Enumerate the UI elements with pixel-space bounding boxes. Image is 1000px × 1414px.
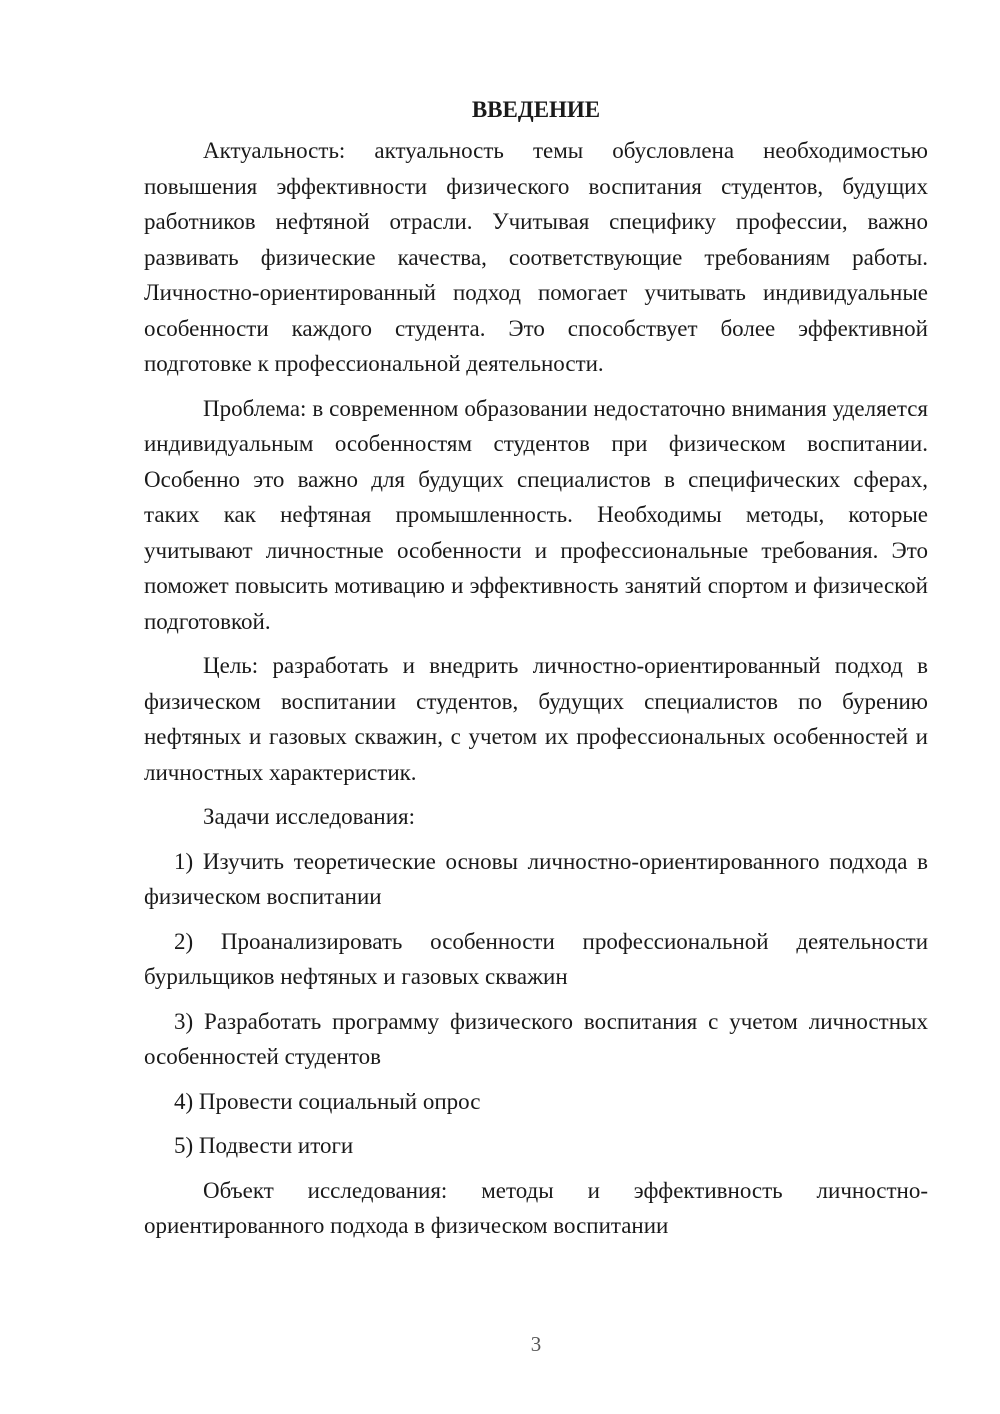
paragraph-relevance: Актуальность: актуальность темы обусловлена необходимостью повышения эффективности физического воспитания студентов, будущих работников нефтяной отрасли. Учитывая специфику профессии, важно развивать физические качества, соответствующие требованиям работы. Личностно-ориентированный подход помогает учитывать индивидуальные особенности каждого студента. Это способствует более эффективной подготовке к профессиональной деятельности. <box>144 138 928 376</box>
task-item-4: 4) Провести социальный опрос <box>174 1088 481 1114</box>
page-content <box>144 92 928 1253</box>
paragraph-goal: Цель: разработать и внедрить личностно-ориентированный подход в физическом воспитании студентов, будущих специалистов по бурению нефтяных и газовых скважин, с учетом их профессиональных особенностей и личностных характеристик. <box>144 653 928 785</box>
page-number: 3 <box>530 1332 542 1356</box>
task-item-2: 2) Проанализировать особенности профессиональной деятельности бурильщиков нефтяных и газовых скважин <box>144 928 928 989</box>
section-heading: ВВЕДЕНИЕ <box>471 97 601 122</box>
paragraph-problem: Проблема: в современном образовании недостаточно внимания уделяется индивидуальным особенностям студентов при физическом воспитании. Особенно это важно для будущих специалистов в специфических сферах, таких как нефтяная промышленность. Необходимы методы, которые учитывают личностные особенности и профессиональные требования. Это поможет повысить мотивацию и эффективность занятий спортом и физической подготовкой. <box>144 395 928 634</box>
tasks-label: Задачи исследования: <box>203 804 416 829</box>
paragraph-object: Объект исследования: методы и эффективность личностно-ориентированного подхода в физическом воспитании <box>144 1177 928 1238</box>
task-item-1: 1) Изучить теоретические основы личностно-ориентированного подхода в физическом воспитании <box>144 848 928 909</box>
task-item-3: 3) Разработать программу физического воспитания с учетом личностных особенностей студентов <box>144 1008 928 1069</box>
task-item-5: 5) Подвести итоги <box>174 1133 354 1158</box>
